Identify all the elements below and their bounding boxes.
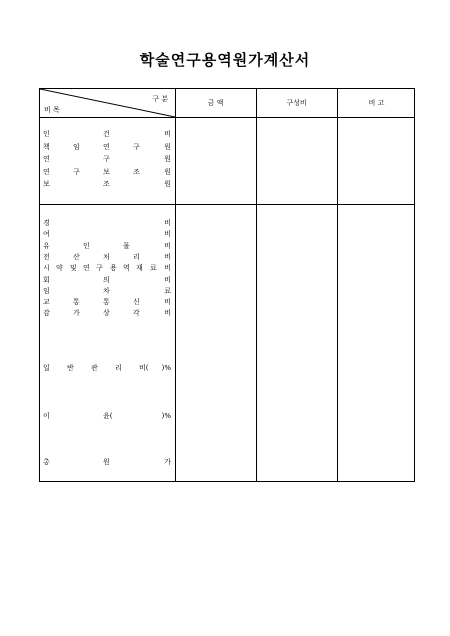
- item-label-char: 차: [103, 286, 110, 295]
- item-label-char: 보: [103, 167, 110, 176]
- column-header-remarks: 비 고: [368, 99, 385, 107]
- item-label-char: 이: [43, 412, 50, 420]
- item-label-char: 통: [103, 298, 110, 307]
- item-label-char: 총: [43, 458, 50, 466]
- item-label-char: 연: [43, 155, 50, 163]
- item-label-char: 구: [103, 155, 110, 163]
- item-label-char: 구: [133, 142, 140, 151]
- expense-row: [43, 297, 171, 307]
- personnel-cost-row: [43, 129, 171, 139]
- item-label-char: 원: [103, 458, 110, 466]
- item-label-char: 역: [123, 264, 130, 273]
- item-label-char: 인: [43, 130, 50, 138]
- expense-row: [43, 286, 171, 296]
- item-label-char: 원: [164, 180, 171, 188]
- expense-row: [43, 275, 171, 285]
- column-divider: [337, 89, 338, 481]
- item-label-char: 원: [164, 167, 171, 176]
- item-label-char: 회: [43, 275, 50, 284]
- item-label-char: 일: [43, 364, 50, 372]
- item-label-char: 의: [103, 275, 110, 284]
- item-label-char: 비: [164, 264, 171, 273]
- item-label-char: 관: [91, 364, 98, 372]
- item-label-char: 재: [136, 264, 143, 273]
- item-label-char: 전: [43, 252, 50, 261]
- expense-row: [43, 263, 171, 273]
- column-divider: [256, 89, 257, 481]
- cost-statement-table: [39, 88, 415, 482]
- overhead-rate-row: [43, 363, 171, 373]
- item-label-char: 가: [164, 458, 171, 466]
- item-label-char: 료: [164, 286, 171, 295]
- corner-label-category: 구 분: [152, 95, 168, 103]
- item-label-char: 비: [164, 230, 171, 239]
- expense-row: [43, 252, 171, 262]
- item-label-char: 반: [67, 364, 74, 372]
- item-label-char: 상: [103, 309, 110, 318]
- column-divider: [175, 89, 176, 481]
- item-label-char: 비: [164, 219, 171, 227]
- item-label-char: 가: [73, 309, 80, 318]
- item-label-char: 시: [43, 264, 50, 273]
- item-label-char: )%: [161, 364, 171, 372]
- item-label-char: 약: [56, 264, 63, 273]
- corner-label-item: 비 목: [44, 106, 60, 114]
- item-label-char: 구: [73, 167, 80, 176]
- personnel-cost-row: [43, 167, 171, 177]
- item-label-char: 비: [164, 241, 171, 250]
- item-label-char: 각: [133, 309, 140, 318]
- item-label-char: 인: [83, 241, 90, 250]
- item-label-char: 및: [70, 264, 77, 273]
- item-label-char: )%: [161, 412, 171, 420]
- column-header-amount: 금 액: [207, 99, 224, 107]
- item-label-char: 조: [133, 167, 140, 176]
- expense-row: [43, 241, 171, 251]
- item-label-char: 리: [133, 252, 140, 261]
- expense-row: [43, 218, 171, 228]
- personnel-cost-row: [43, 142, 171, 152]
- item-label-char: 보: [43, 180, 50, 188]
- item-label-char: 비: [164, 298, 171, 307]
- item-label-char: 임: [73, 142, 80, 151]
- item-label-char: 조: [103, 180, 110, 188]
- item-label-char: 비: [164, 275, 171, 284]
- profit-rate-row: [43, 411, 171, 421]
- item-label-char: 물: [123, 241, 130, 250]
- item-label-char: 책: [43, 142, 50, 151]
- item-label-char: 비: [164, 309, 171, 318]
- total-cost-row: [43, 457, 171, 467]
- item-label-char: 유: [43, 241, 50, 250]
- item-label-char: 연: [83, 264, 90, 273]
- item-label-char: 료: [150, 264, 157, 273]
- expense-row: [43, 229, 171, 239]
- item-label-char: 건: [103, 130, 110, 138]
- item-label-char: 신: [133, 298, 140, 307]
- item-label-char: 처: [103, 252, 110, 261]
- item-label-char: 용: [110, 264, 117, 273]
- item-label-char: 임: [43, 286, 50, 295]
- item-label-char: 감: [43, 309, 50, 318]
- item-label-char: 비: [164, 130, 171, 138]
- column-header-composition-ratio: 구성비: [286, 99, 307, 107]
- item-label-char: 교: [43, 298, 50, 307]
- item-label-char: 리: [115, 364, 122, 372]
- item-label-char: 비: [164, 252, 171, 261]
- section-divider: [40, 204, 414, 205]
- item-label-char: 경: [43, 219, 50, 227]
- item-label-char: 연: [43, 167, 50, 176]
- item-label-char: 연: [103, 142, 110, 151]
- personnel-cost-row: [43, 154, 171, 164]
- page-title: 학술연구용역원가계산서: [139, 51, 311, 69]
- personnel-cost-row: [43, 179, 171, 189]
- item-label-char: 윤(: [103, 412, 113, 420]
- item-label-char: 구: [96, 264, 103, 273]
- expense-row: [43, 308, 171, 318]
- item-label-char: 원: [164, 155, 171, 163]
- item-label-char: 산: [73, 252, 80, 261]
- item-label-char: 비(: [139, 364, 149, 372]
- item-label-char: 여: [43, 230, 50, 239]
- item-label-char: 통: [73, 298, 80, 307]
- item-label-char: 원: [164, 142, 171, 151]
